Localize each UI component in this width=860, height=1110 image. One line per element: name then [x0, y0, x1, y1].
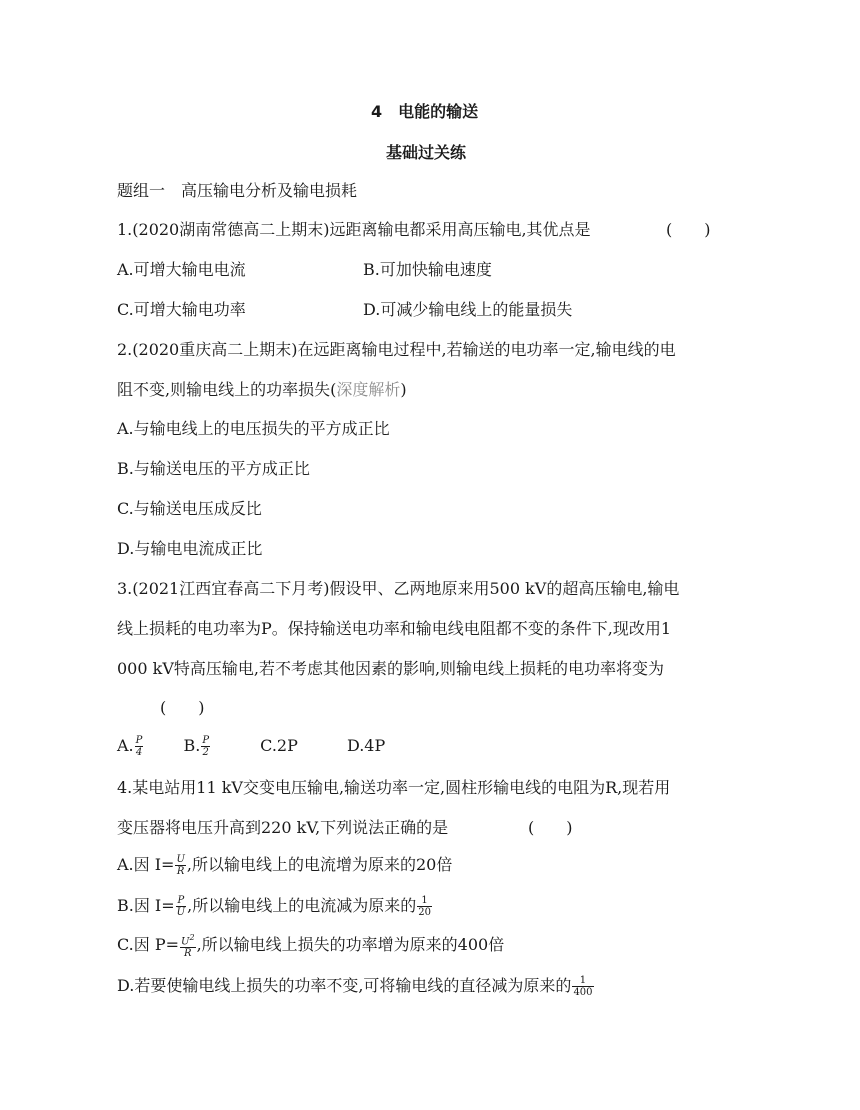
q2-stem-line2 — [117, 380, 407, 400]
group-heading: 题组一 高压输电分析及输电损耗 — [117, 181, 358, 200]
q4-option-c: C.因 P= $\frac{U^2}{R}$ ,所以输电线上损失的功率增为原来的400倍 — [117, 933, 505, 960]
section-subtitle: 基础过关练 — [386, 143, 467, 162]
q3-options — [117, 733, 385, 759]
q2-option-d: D.与输电电流成正比 — [117, 539, 263, 558]
q2-stem-line1: 2.(2020重庆高二上期末)在远距离输电过程中,若输送的电功率一定,输电线的电 — [117, 340, 676, 359]
q4-option-d: D.若要使输电线上损失的功率不变,可将输电线的直径减为原来的 $\frac{1}{400}$ — [117, 975, 593, 998]
q3-answer-paren: ( ) — [160, 698, 205, 717]
page-title: 4 电能的输送 — [371, 102, 479, 121]
q2-option-b: B.与输送电压的平方成正比 — [117, 459, 310, 478]
q1-option-b: B.可加快输电速度 — [363, 260, 492, 279]
q3-option-c: C.2P — [260, 736, 298, 755]
q3-stem-line3: 000 kV特高压输电,若不考虑其他因素的影响,则输电线上损耗的电功率将变为 — [117, 659, 665, 678]
q2-option-c: C.与输送电压成反比 — [117, 499, 262, 518]
q4-stem-line2: 变压器将电压升高到220 kV,下列说法正确的是 — [117, 818, 449, 837]
q1-option-c: C.可增大输电功率 — [117, 300, 246, 319]
q3-stem-line1: 3.(2021江西宜春高二下月考)假设甲、乙两地原来用500 kV的超高压输电,输电 — [117, 579, 680, 598]
q4-option-a: A.因 I= $\frac{U}{R}$ ,所以输电线上的电流增为原来的20倍 — [117, 854, 453, 877]
q4-option-b: B.因 I= $\frac{P}{U}$ ,所以输电线上的电流减为原来的 $\frac{1}{20}$ — [117, 895, 431, 918]
q3-option-b: B. $\frac{P}{2}$ — [183, 735, 210, 758]
q1-option-d: D.可减少输电线上的能量损失 — [363, 300, 573, 319]
q1-option-a: A.可增大输电电流 — [117, 260, 246, 279]
q3-option-a: A. $\frac{P}{4}$ — [117, 735, 143, 758]
q1-stem: 1.(2020湖南常德高二上期末)远距离输电都采用高压输电,其优点是 — [117, 220, 591, 239]
q4-answer-paren: ( ) — [528, 818, 573, 837]
q2-option-a: A.与输电线上的电压损失的平方成正比 — [117, 419, 390, 438]
q2-stem-text: 阻不变,则输电线上的功率损失( — [117, 380, 337, 399]
q4-stem-line1: 4.某电站用11 kV交变电压输电,输送功率一定,圆柱形输电线的电阻为R,现若用 — [117, 778, 671, 797]
q1-answer-paren: ( ) — [666, 220, 711, 239]
q3-option-d: D.4P — [346, 736, 386, 755]
q2-analysis-link[interactable]: 深度解析 — [336, 380, 401, 399]
q2-close-paren: ) — [400, 380, 407, 399]
q3-stem-line2: 线上损耗的电功率为P。保持输送电功率和输电线电阻都不变的条件下,现改用1 — [117, 619, 672, 638]
